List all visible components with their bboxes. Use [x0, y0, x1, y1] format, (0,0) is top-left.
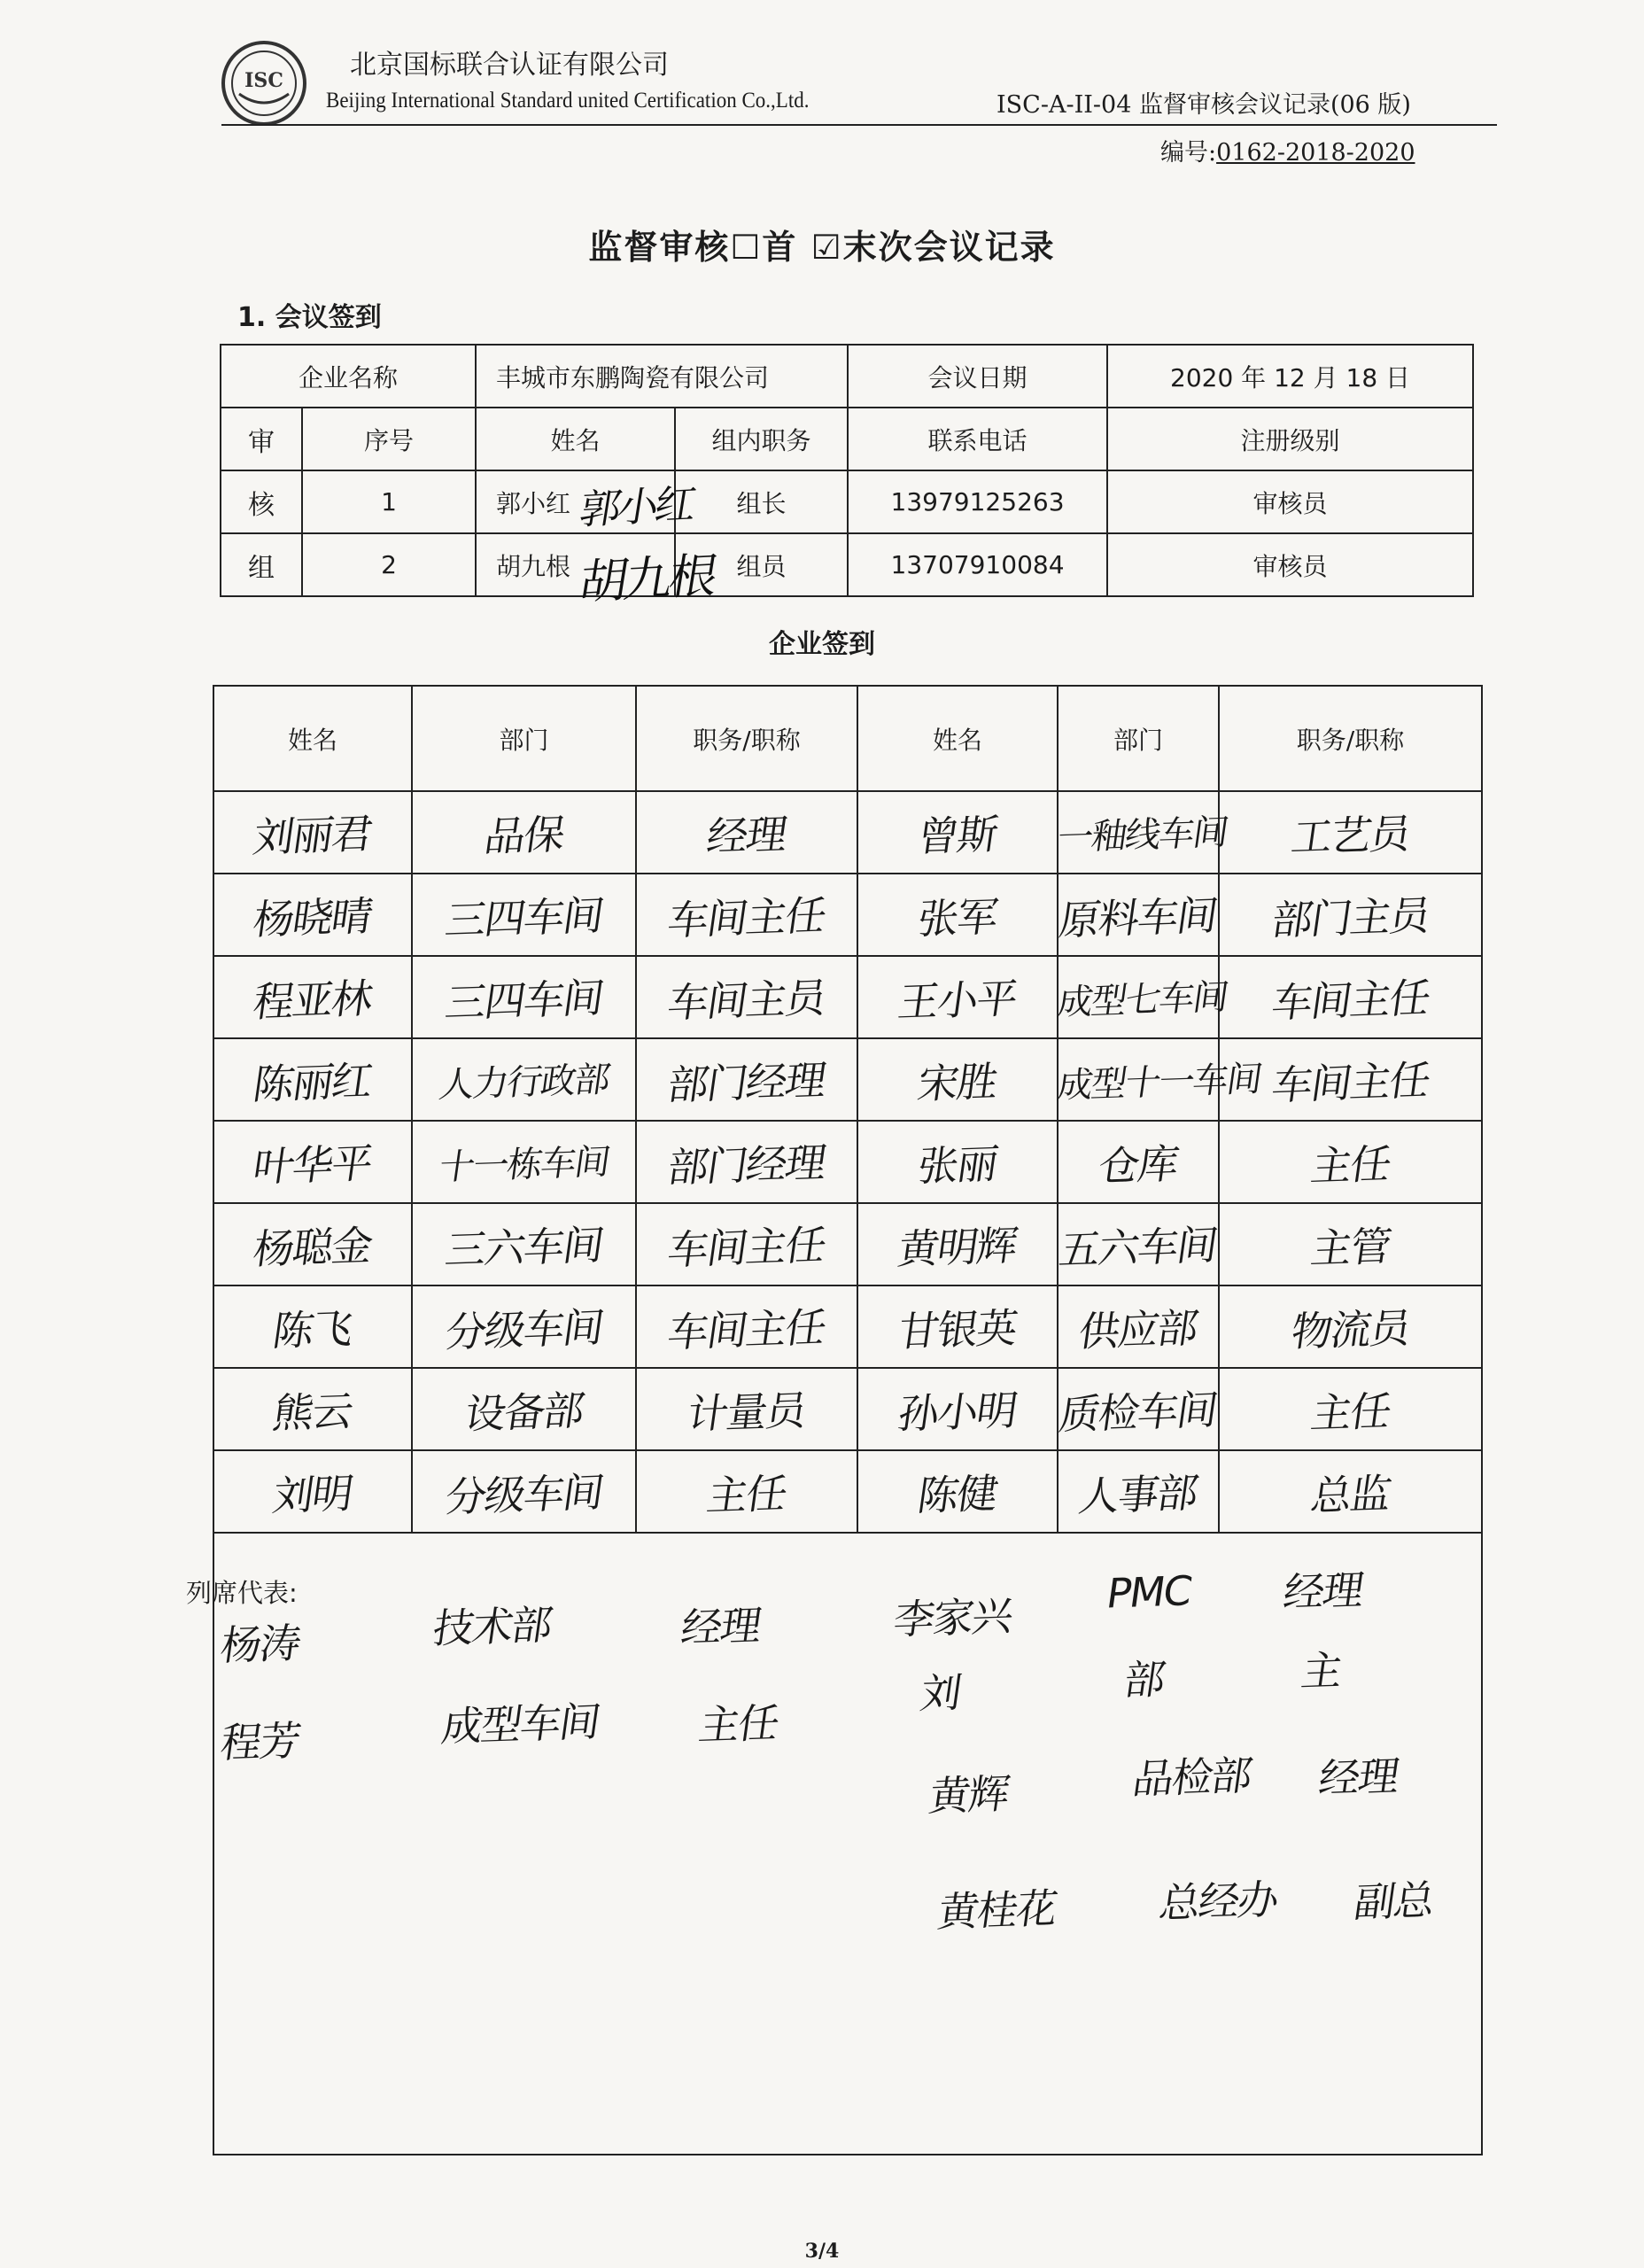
- auditor-name-cell: [476, 470, 697, 534]
- sign-cell: [412, 1450, 636, 1533]
- sign-cell: [636, 1121, 857, 1203]
- attendee-handwriting: 技术部: [430, 1600, 554, 1653]
- column-header: 姓名: [213, 686, 412, 791]
- column-header: 部门: [1058, 686, 1219, 791]
- handwritten-entry: 王小平: [895, 974, 1020, 1026]
- attendee-handwriting: 程芳: [217, 1716, 303, 1767]
- auditor-phone: 13979125263: [848, 470, 1107, 533]
- sign-cell: [412, 1368, 636, 1450]
- sign-cell: [1054, 956, 1230, 1038]
- sign-cell: [1054, 1038, 1264, 1121]
- handwritten-entry: 车间主员: [664, 973, 828, 1027]
- sign-cell: [857, 1285, 1058, 1368]
- company-name-cn: 北京国标联合认证有限公司: [350, 50, 669, 81]
- sign-cell: [1219, 791, 1482, 874]
- sign-cell: [636, 1203, 857, 1285]
- auditor-phone: 13707910084: [848, 533, 1107, 596]
- sign-cell: [857, 1450, 1058, 1533]
- side-label: 组: [221, 533, 302, 596]
- auditor-row: [221, 533, 1473, 596]
- sign-cell: [213, 1450, 412, 1533]
- sign-cell: [636, 1368, 857, 1450]
- sign-cell: [636, 956, 857, 1038]
- sign-cell: [1058, 874, 1219, 956]
- enterprise-sign-row: [213, 1121, 1482, 1203]
- sign-cell: [412, 1038, 636, 1121]
- sign-cell: [213, 1038, 412, 1121]
- sign-cell: [1054, 791, 1230, 874]
- handwritten-entry: 工艺员: [1287, 809, 1413, 861]
- sign-cell: [1219, 1203, 1482, 1285]
- handwritten-entry: 陈丽红: [250, 1056, 375, 1108]
- auditor-signature: 郭小红: [576, 479, 697, 534]
- sign-cell: [1058, 1285, 1219, 1368]
- auditor-level: 审核员: [1107, 533, 1473, 596]
- handwritten-entry: 十一栋车间: [436, 1141, 611, 1189]
- meeting-info-row: [221, 345, 1473, 408]
- sign-cell: [213, 1285, 412, 1368]
- handwritten-entry: 五六车间: [1056, 1220, 1220, 1274]
- handwritten-entry: 叶华平: [250, 1138, 375, 1191]
- sign-cell: [857, 1368, 1058, 1450]
- sign-cell: [857, 1121, 1058, 1203]
- handwritten-entry: 人力行政部: [436, 1059, 611, 1107]
- handwritten-entry: 车间主任: [1268, 1055, 1432, 1109]
- attendee-handwriting: 总经办: [1156, 1875, 1281, 1928]
- attendee-handwriting: 部: [1121, 1655, 1167, 1705]
- sign-cell: [636, 1285, 857, 1368]
- handwritten-entry: 主管: [1307, 1221, 1393, 1273]
- attendee-handwriting: 刘: [917, 1668, 964, 1718]
- column-header: 组内职务: [675, 408, 848, 470]
- sign-cell: [857, 874, 1058, 956]
- attendee-handwriting: 品检部: [1129, 1751, 1254, 1804]
- handwritten-entry: 经理: [703, 809, 789, 861]
- company-name-en: Beijing International Standard united Certification Co.,Ltd.: [326, 89, 810, 113]
- attendee-handwriting: 副总: [1351, 1876, 1437, 1927]
- svg-text:ISC: ISC: [244, 69, 283, 92]
- sign-cell: [857, 1203, 1058, 1285]
- handwritten-entry: 陈健: [914, 1468, 1000, 1520]
- date-label: 会议日期: [848, 345, 1107, 408]
- section-heading: 1. 会议签到: [237, 302, 382, 333]
- auditor-no: 2: [302, 533, 476, 596]
- handwritten-entry: 刘丽君: [250, 809, 375, 861]
- enterprise-sign-row: [213, 1368, 1482, 1450]
- auditor-name: 郭小红: [496, 488, 571, 518]
- sign-cell: [1058, 1368, 1219, 1450]
- sign-cell: [213, 1203, 412, 1285]
- sign-cell: [857, 791, 1058, 874]
- enterprise-sign-row: [213, 1450, 1482, 1533]
- column-header: 序号: [302, 408, 476, 470]
- attendee-handwriting: 经理: [1315, 1751, 1401, 1803]
- auditor-no: 1: [302, 470, 476, 533]
- auditor-role: 组员: [675, 533, 848, 596]
- handwritten-entry: 车间主任: [664, 1220, 828, 1274]
- attendee-handwriting: 主: [1298, 1646, 1345, 1696]
- attendee-label: 列席代表:: [186, 1578, 298, 1608]
- handwritten-entry: 成型十一车间: [1054, 1059, 1264, 1107]
- column-header: 姓名: [476, 408, 675, 470]
- handwritten-entry: 部门经理: [664, 1138, 828, 1192]
- enterprise-sign-row: [213, 791, 1482, 874]
- handwritten-entry: 程亚林: [250, 974, 375, 1026]
- document-number: [1160, 133, 1415, 167]
- column-header: 部门: [412, 686, 636, 791]
- handwritten-entry: 杨晓晴: [250, 891, 375, 944]
- attendee-handwriting: 经理: [678, 1601, 764, 1652]
- handwritten-entry: 原料车间: [1056, 890, 1220, 944]
- column-header: 职务/职称: [1219, 686, 1482, 791]
- handwritten-entry: 张军: [914, 891, 1000, 944]
- handwritten-entry: 品保: [481, 809, 567, 861]
- handwritten-entry: 计量员: [684, 1386, 809, 1438]
- handwritten-entry: 物流员: [1287, 1303, 1413, 1355]
- handwritten-entry: 部门主员: [1268, 890, 1432, 944]
- handwritten-entry: 一釉线车间: [1054, 812, 1230, 859]
- sign-cell: [1219, 1285, 1482, 1368]
- sign-cell: [1219, 956, 1482, 1038]
- handwritten-entry: 人事部: [1075, 1468, 1200, 1520]
- sign-cell: [213, 1368, 412, 1450]
- handwritten-entry: 供应部: [1075, 1303, 1200, 1355]
- column-header: 注册级别: [1107, 408, 1473, 470]
- sign-cell: [857, 1038, 1058, 1121]
- sign-cell: [213, 791, 412, 874]
- column-header: 姓名: [857, 686, 1058, 791]
- document-number-label: 编号:: [1160, 139, 1217, 167]
- handwritten-entry: 三四车间: [441, 890, 606, 944]
- auditor-role: 组长: [675, 470, 848, 533]
- auditor-name: 胡九根: [496, 551, 571, 581]
- attendee-handwriting: 主任: [695, 1698, 781, 1750]
- auditor-name-cell: [476, 533, 719, 610]
- handwritten-entry: 三四车间: [441, 973, 606, 1027]
- audit-info-table: [220, 344, 1474, 610]
- handwritten-entry: 陈飞: [269, 1303, 355, 1355]
- sign-cell: [1058, 1450, 1219, 1533]
- handwritten-entry: 甘银英: [895, 1303, 1020, 1355]
- sign-cell: [412, 791, 636, 874]
- sign-cell: [636, 1038, 857, 1121]
- sign-cell: [1219, 1450, 1482, 1533]
- sign-cell: [857, 956, 1058, 1038]
- sign-cell: [412, 1121, 636, 1203]
- auditor-level: 审核员: [1107, 470, 1473, 533]
- handwritten-entry: 曾斯: [914, 809, 1000, 861]
- attendee-handwriting: 黄桂花: [934, 1884, 1059, 1937]
- attendee-cell: [213, 1533, 1482, 2155]
- handwritten-entry: 车间主任: [1268, 973, 1432, 1027]
- auditor-row: [221, 470, 1473, 533]
- handwritten-entry: 熊云: [269, 1386, 355, 1438]
- handwritten-entry: 车间主任: [664, 890, 828, 944]
- enterprise-sign-row: [213, 1038, 1482, 1121]
- sign-cell: [1219, 874, 1482, 956]
- sign-cell: [412, 1285, 636, 1368]
- handwritten-entry: 杨聪金: [250, 1221, 375, 1273]
- handwritten-entry: 主任: [703, 1468, 789, 1520]
- handwritten-entry: 仓库: [1095, 1138, 1181, 1191]
- document-code: ISC-A-II-04 监督审核会议记录(06 版): [996, 91, 1411, 119]
- handwritten-entry: 主任: [1307, 1386, 1393, 1438]
- sign-cell: [213, 874, 412, 956]
- handwritten-entry: 宋胜: [914, 1056, 1000, 1108]
- handwritten-entry: 三六车间: [441, 1220, 606, 1274]
- company-value: 丰城市东鹏陶瓷有限公司: [476, 345, 848, 408]
- handwritten-entry: 设备部: [461, 1386, 586, 1438]
- attendee-handwriting: 李家兴: [890, 1591, 1015, 1644]
- column-header: 职务/职称: [636, 686, 857, 791]
- document-number-value: 0162-2018-2020: [1216, 139, 1415, 167]
- sign-cell: [636, 1450, 857, 1533]
- sign-cell: [213, 956, 412, 1038]
- handwritten-entry: 张丽: [914, 1138, 1000, 1191]
- sign-cell: [213, 1121, 412, 1203]
- header-rule: [221, 124, 1497, 126]
- attendee-handwriting: 杨涛: [217, 1619, 303, 1670]
- handwritten-entry: 主任: [1307, 1138, 1393, 1191]
- company-logo-seal: [220, 39, 308, 128]
- sign-cell: [1219, 1121, 1482, 1203]
- attendee-handwriting: 黄辉: [926, 1769, 1012, 1821]
- page-number: 3/4: [804, 2240, 840, 2263]
- attendee-handwriting: 成型车间: [438, 1697, 602, 1751]
- sign-cell: [412, 1203, 636, 1285]
- handwritten-entry: 分级车间: [441, 1302, 606, 1356]
- company-label: 企业名称: [221, 345, 476, 408]
- enterprise-sign-heading: 企业签到: [769, 629, 875, 660]
- handwritten-entry: 刘明: [269, 1468, 355, 1520]
- auditor-signature: 胡九根: [575, 548, 719, 610]
- handwritten-entry: 车间主任: [664, 1302, 828, 1356]
- side-label: 核: [221, 470, 302, 533]
- handwritten-entry: 部门经理: [664, 1055, 828, 1109]
- attendee-handwriting: PMC: [1103, 1566, 1194, 1618]
- enterprise-sign-row: [213, 874, 1482, 956]
- sign-cell: [1058, 1121, 1219, 1203]
- audit-group-header-row: [221, 408, 1473, 470]
- sign-cell: [1219, 1368, 1482, 1450]
- sign-cell: [412, 874, 636, 956]
- sign-cell: [636, 791, 857, 874]
- handwritten-entry: 孙小明: [895, 1386, 1020, 1438]
- handwritten-entry: 质检车间: [1056, 1385, 1220, 1439]
- sign-cell: [636, 874, 857, 956]
- enterprise-sign-table: [213, 685, 1483, 2155]
- enterprise-header-row: [213, 686, 1482, 791]
- page-title: 监督审核☐首 ☑末次会议记录: [588, 228, 1056, 267]
- attendee-handwriting: 经理: [1280, 1565, 1366, 1617]
- enterprise-sign-row: [213, 956, 1482, 1038]
- handwritten-entry: 分级车间: [441, 1467, 606, 1521]
- sign-cell: [1058, 1203, 1219, 1285]
- handwritten-entry: 成型七车间: [1054, 976, 1230, 1024]
- sign-cell: [412, 956, 636, 1038]
- side-label: 审: [221, 408, 302, 470]
- handwritten-entry: 黄明辉: [895, 1221, 1020, 1273]
- enterprise-sign-row: [213, 1203, 1482, 1285]
- column-header: 联系电话: [848, 408, 1107, 470]
- attendee-row: [213, 1533, 1482, 2155]
- date-value: 2020 年 12 月 18 日: [1107, 345, 1473, 408]
- handwritten-entry: 总监: [1307, 1468, 1393, 1520]
- enterprise-sign-row: [213, 1285, 1482, 1368]
